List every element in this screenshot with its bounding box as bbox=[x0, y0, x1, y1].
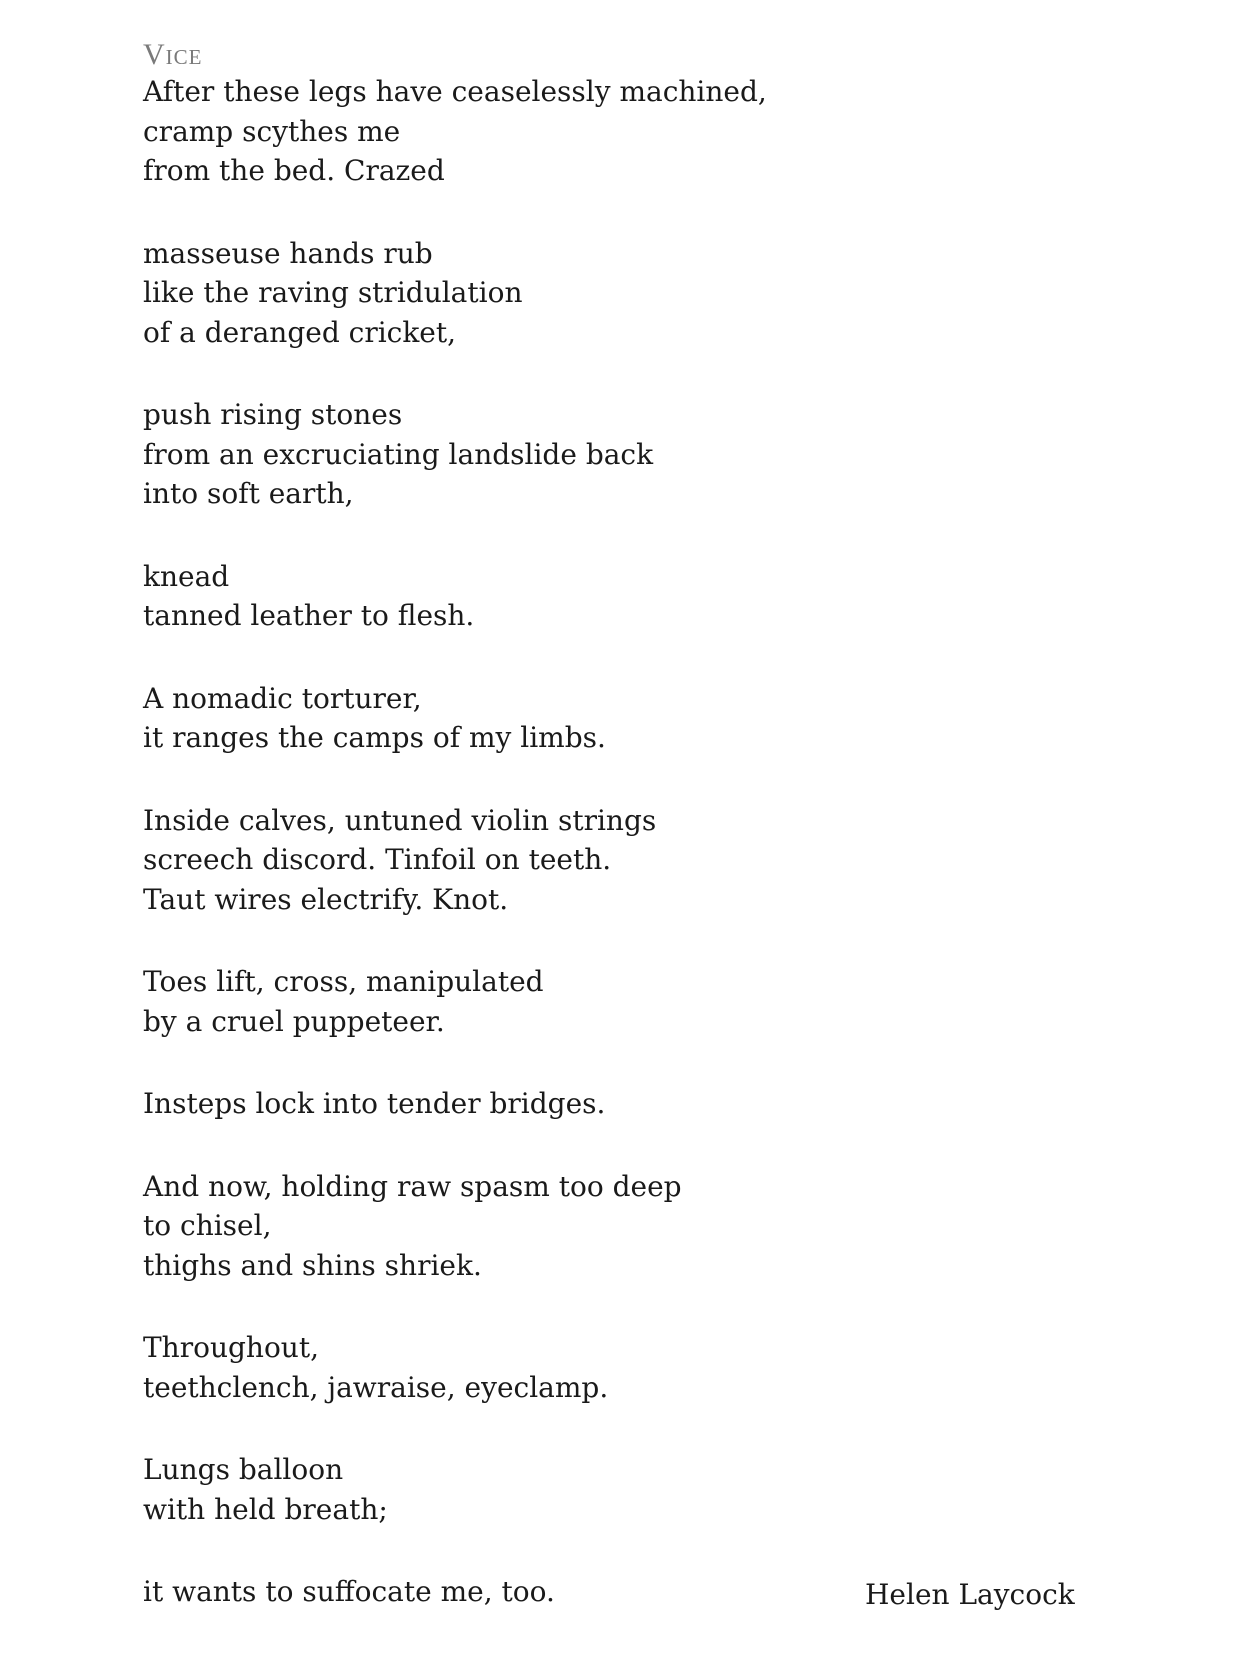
poem-line: thighs and shins shriek. bbox=[143, 1248, 482, 1282]
poem-line: teethclench, jawraise, eyeclamp. bbox=[143, 1370, 609, 1404]
poem-line: with held breath; bbox=[143, 1492, 388, 1526]
stanza bbox=[143, 1328, 1123, 1407]
poem bbox=[143, 34, 1123, 1612]
stanza bbox=[143, 234, 1123, 353]
stanza bbox=[143, 962, 1123, 1041]
author-name: Helen Laycock bbox=[865, 1578, 1075, 1611]
poem-line: Toes lift, cross, manipulated bbox=[143, 965, 544, 998]
poem-line: Lungs balloon bbox=[143, 1453, 344, 1486]
poem-line: of a deranged cricket, bbox=[143, 315, 457, 349]
poem-line: it ranges the camps of my limbs. bbox=[143, 721, 606, 754]
poem-line: Throughout, bbox=[143, 1331, 319, 1364]
stanza bbox=[143, 1084, 1123, 1124]
poem-line: tanned leather to flesh. bbox=[143, 599, 475, 632]
poem-title: Vice bbox=[143, 38, 203, 71]
stanza bbox=[143, 1450, 1123, 1529]
poem-line: by a cruel puppeteer. bbox=[143, 1004, 445, 1038]
poem-line: it wants to suffocate me, too. bbox=[143, 1575, 555, 1608]
stanza bbox=[143, 72, 1123, 191]
poem-line: And now, holding raw spasm too deep bbox=[143, 1169, 682, 1203]
poem-line: After these legs have ceaselessly machined, bbox=[143, 75, 767, 108]
poem-line: screech discord. Tinfoil on teeth. bbox=[143, 843, 612, 876]
poem-line: Insteps lock into tender bridges. bbox=[143, 1087, 606, 1120]
poem-body bbox=[143, 72, 1123, 1612]
poem-line: masseuse hands rub bbox=[143, 236, 433, 270]
poem-line: like the raving stridulation bbox=[143, 276, 523, 309]
stanza bbox=[143, 801, 1123, 920]
poem-line: push rising stones bbox=[143, 398, 403, 431]
poem-line: to chisel, bbox=[143, 1209, 272, 1242]
poem-line: from the bed. Crazed bbox=[143, 154, 445, 187]
stanza bbox=[143, 395, 1123, 514]
stanza bbox=[143, 557, 1123, 636]
poem-line: cramp scythes me bbox=[143, 114, 401, 148]
poem-line: Taut wires electrify. Knot. bbox=[143, 882, 509, 916]
stanza bbox=[143, 679, 1123, 758]
poem-line: into soft earth, bbox=[143, 477, 354, 510]
poem-line: A nomadic torturer, bbox=[143, 681, 422, 715]
poem-line: knead bbox=[143, 559, 230, 593]
poem-line: from an excruciating landslide back bbox=[143, 437, 654, 471]
stanza bbox=[143, 1167, 1123, 1286]
poem-line: Inside calves, untuned violin strings bbox=[143, 803, 657, 837]
